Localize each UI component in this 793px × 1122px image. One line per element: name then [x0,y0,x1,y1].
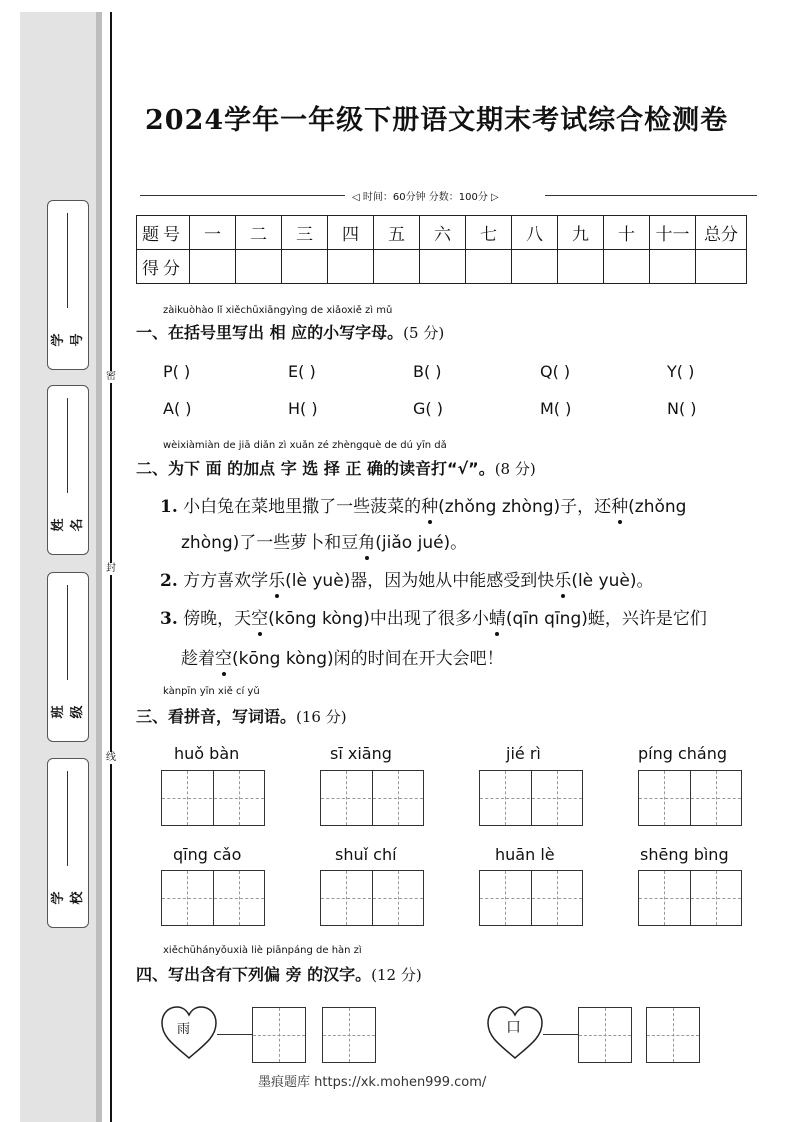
score-cell[interactable] [374,250,420,284]
score-cell[interactable] [604,250,650,284]
section3-title: 三、看拼音，写词语。 [136,707,297,726]
question-number: 1. [160,497,178,517]
score-header-cell: 二 [236,216,282,250]
school-field[interactable] [47,758,89,928]
score-cell[interactable] [236,250,282,284]
writing-square[interactable] [252,1007,306,1063]
score-cell[interactable] [190,250,236,284]
writing-grid[interactable] [638,870,742,926]
score-header-cell: 五 [374,216,420,250]
exam-title: 2024学年一年级下册语文期末考试综合检测卷 [145,105,729,136]
binding-strip-edge [96,12,102,1122]
footer-watermark: 墨痕题库 https://xk.mohen999.com/ [258,1075,487,1090]
score-cell[interactable] [466,250,512,284]
word-pinyin: shēng bìng [640,845,729,864]
meta-rule-right [545,195,757,196]
class-field[interactable] [47,572,89,742]
section2-points: (8 分) [494,460,536,478]
section1-item[interactable]: Y( ) [667,362,695,381]
dotted-char: 空 [215,649,232,669]
writing-grid[interactable] [479,870,583,926]
score-cell[interactable] [650,250,696,284]
score-table [136,215,747,284]
exam-meta: ◁ 时间：60分钟 分数：100分 ▷ [352,192,499,203]
section1-item[interactable]: B( ) [413,362,442,381]
binding-strip [20,12,98,1122]
score-cell[interactable] [696,250,747,284]
word-pinyin: jié rì [506,744,541,763]
score-header-cell: 十一 [650,216,696,250]
score-header-cell: 一 [190,216,236,250]
score-header-cell: 九 [558,216,604,250]
writing-grid[interactable] [320,770,424,826]
dotted-char: 乐 [268,571,286,591]
dotted-char: 乐 [554,571,572,591]
score-header-cell: 三 [282,216,328,250]
dotted-char: 空 [251,609,269,629]
score-cell[interactable] [512,250,558,284]
writing-square[interactable] [646,1007,700,1063]
class-label: 班级 [51,705,85,719]
section3-points: (16 分) [296,708,347,726]
score-cell[interactable] [420,250,466,284]
section4-points: (12 分) [371,966,422,984]
dotted-char: 角 [358,533,376,553]
score-header-cell: 六 [420,216,466,250]
writing-grid[interactable] [479,770,583,826]
radical-label: 雨 [177,1022,191,1037]
word-pinyin: sī xiāng [330,744,392,763]
question-2-3-cont[interactable]: 趁着空(kōng kòng)闲的时间在开大会吧！ [181,649,504,669]
writing-square[interactable] [578,1007,632,1063]
section1-points: (5 分) [403,324,445,342]
word-pinyin: píng cháng [638,744,728,763]
score-header-cell: 总分 [696,216,747,250]
score-table-score-row [137,250,747,284]
score-header-cell: 题号 [137,216,190,250]
word-pinyin: shuǐ chí [335,845,397,864]
score-header-cell: 十 [604,216,650,250]
section2-heading [136,456,536,479]
section1-item[interactable]: Q( ) [540,362,571,381]
question-2-3[interactable]: 3. 傍晚，天空(kōng kòng)中出现了很多小蜻(qīn qīng)蜓，兴许是它们 [160,609,707,629]
section1-item[interactable]: P( ) [163,362,191,381]
score-header-cell: 四 [328,216,374,250]
writing-grid[interactable] [161,770,265,826]
writing-grid[interactable] [320,870,424,926]
score-cell[interactable] [328,250,374,284]
question-number: 2. [160,571,178,591]
section1-item[interactable]: N( ) [667,399,697,418]
student-number-field[interactable] [47,200,89,370]
section2-title: 二、为下 面 的加点 字 选 择 正 确的读音打“√”。 [136,459,495,478]
section3-heading [136,704,347,727]
section1-heading [136,320,444,343]
bind-mark-mi: 密 [106,371,116,382]
section3-pinyin: kànpīn yīn xiě cí yǔ [163,686,260,697]
question-number: 3. [160,609,178,629]
section1-item[interactable]: E( ) [288,362,316,381]
section1-pinyin: zàikuòhào lǐ xiěchūxiāngyìng de xiǎoxiě zì mǔ [163,305,393,316]
section1-title: 一、在括号里写出 相 应的小写字母。 [136,323,404,342]
radical-label: 口 [506,1018,522,1036]
student-name-label: 姓名 [51,518,85,532]
bind-mark-xian: 线 [106,752,116,763]
word-pinyin: qīng cǎo [173,845,242,864]
section1-item[interactable]: G( ) [413,399,443,418]
section4-heading [136,962,422,985]
score-header-cell: 七 [466,216,512,250]
word-pinyin: huǒ bàn [174,744,240,763]
section4-pinyin: xiěchūhányǒuxià liè piānpáng de hàn zì [163,945,362,956]
dotted-char: 种 [611,497,629,517]
student-name-field[interactable] [47,385,89,555]
question-2-1[interactable]: 1. 小白兔在菜地里撒了一些菠菜的种(zhǒng zhòng)子，还种(zhǒng [160,497,687,517]
school-label: 学校 [51,891,85,905]
score-cell[interactable] [282,250,328,284]
score-table-header-row [137,216,747,250]
dotted-char: 种 [421,497,439,517]
section4-title: 四、写出含有下列偏 旁 的汉字。 [136,965,372,984]
section1-item[interactable]: A( ) [163,399,192,418]
writing-square[interactable] [322,1007,376,1063]
meta-rule-left [140,195,345,196]
writing-grid[interactable] [638,770,742,826]
score-cell[interactable] [558,250,604,284]
section2-pinyin: wèixiàmiàn de jiā diǎn zì xuǎn zé zhèngquè de dú yīn dǎ [163,440,447,451]
section1-item[interactable]: M( ) [540,399,572,418]
score-header-cell: 八 [512,216,558,250]
word-pinyin: huān lè [495,845,555,864]
connector-line [543,1034,579,1035]
section1-item[interactable]: H( ) [288,399,318,418]
score-row-label: 得分 [137,250,190,284]
writing-grid[interactable] [161,870,265,926]
bind-mark-feng: 封 [106,563,116,574]
question-2-1-cont[interactable]: zhòng)了一些萝卜和豆角(jiǎo jué)。 [181,533,468,553]
dotted-char: 蜻 [488,609,506,629]
question-2-2[interactable]: 2. 方方喜欢学乐(lè yuè)器，因为她从中能感受到快乐(lè yuè)。 [160,571,654,591]
student-number-label: 学号 [51,333,85,347]
connector-line [217,1034,253,1035]
